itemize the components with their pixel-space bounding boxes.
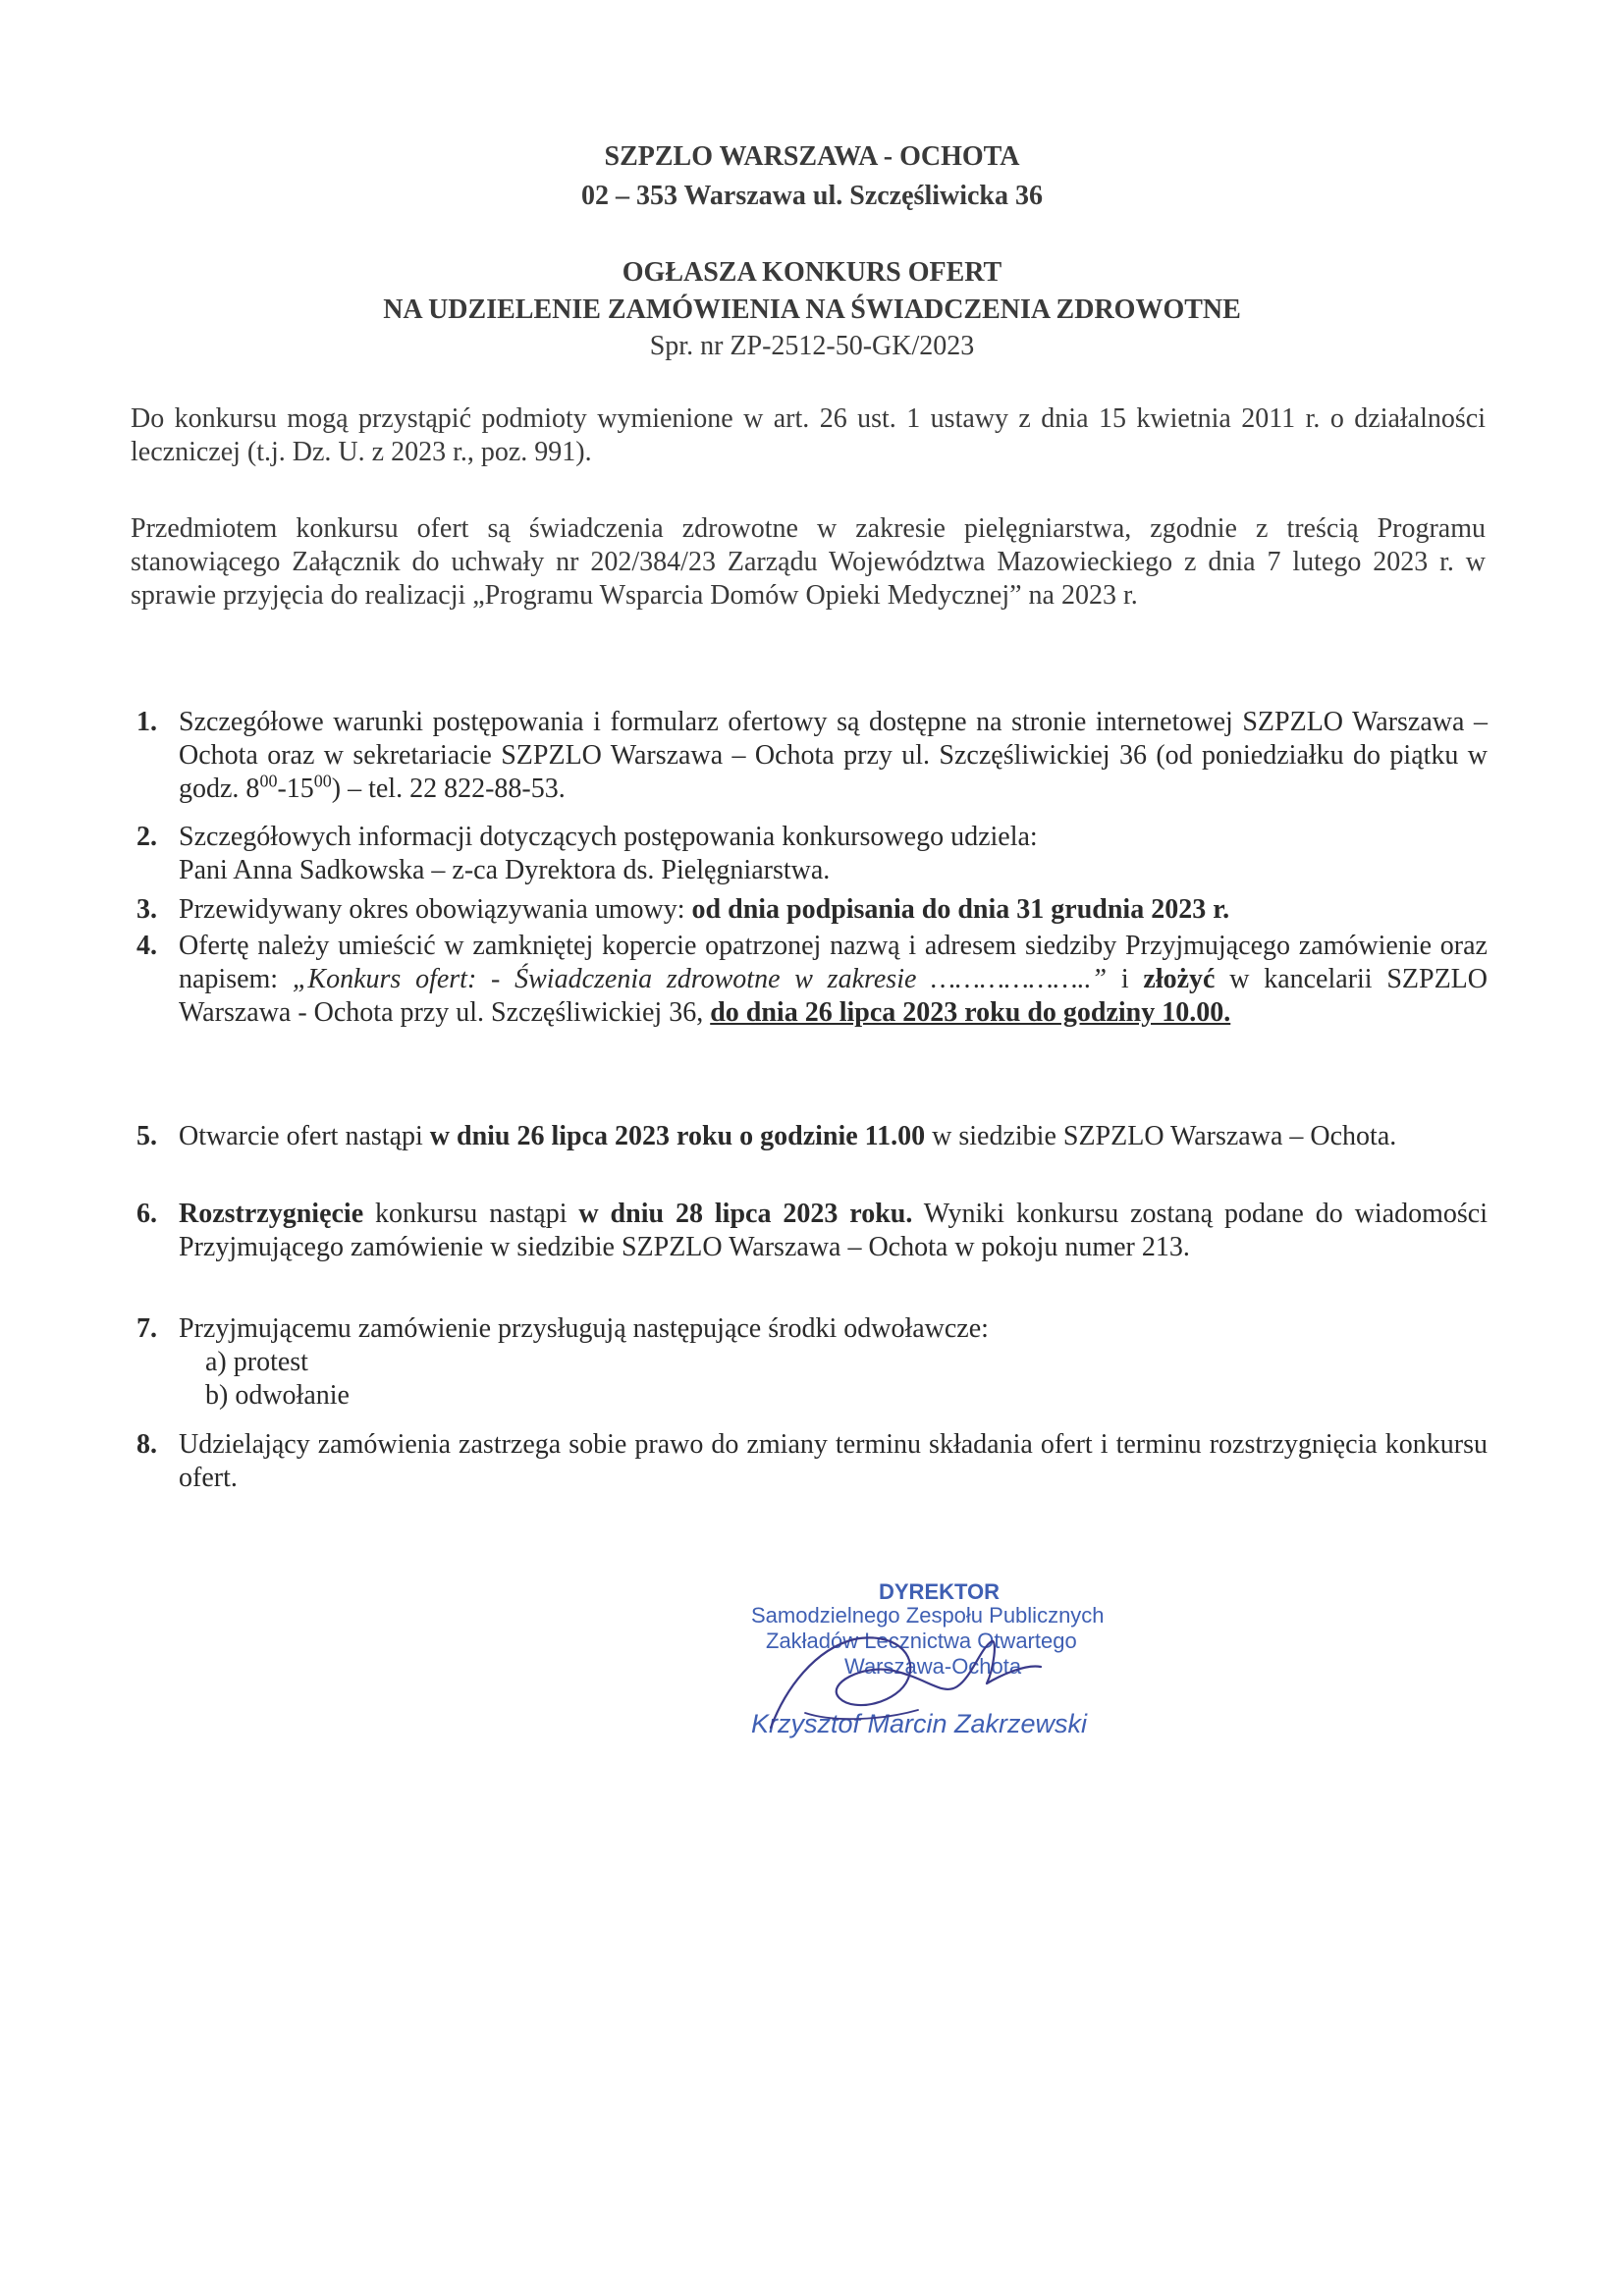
list-item-number: 2.: [136, 822, 157, 852]
list-item-number: 4.: [136, 931, 157, 961]
item-text: Przyjmującemu zamówienie przysługują następujące środki odwoławcze:: [179, 1313, 989, 1344]
org-name: SZPZLO WARSZAWA - OCHOTA: [604, 141, 1020, 172]
stamp-title: DYREKTOR: [879, 1579, 1001, 1604]
submit-word: złożyć: [1143, 964, 1216, 994]
list-item-3: [118, 893, 1488, 927]
title-line-1: OGŁASZA KONKURS OFERT: [622, 257, 1002, 288]
item-text: Ofertę należy umieścić w zamkniętej kopercie opatrzonej nazwą i adresem siedziby Przyjmującego zamówienie oraz napisem:: [179, 931, 1488, 994]
director-stamp: [746, 1580, 1159, 1767]
item-text: Udzielający zamówienia zastrzega sobie prawo do zmiany terminu składania ofert i terminu rozstrzygnięcia konkursu ofert.: [179, 1429, 1488, 1493]
item-text: -15: [277, 774, 314, 804]
item-text: Wyniki konkursu zostaną podane do wiadomości Przyjmującego zamówienie w siedzibie SZPZLO Warszawa – Ochota w pokoju numer 213.: [179, 1199, 1489, 1262]
resolution-date: w dniu 28 lipca 2023 roku.: [578, 1199, 913, 1229]
list-item-6: [118, 1198, 1488, 1264]
list-item-2: [118, 821, 1488, 887]
list-item-4: [118, 930, 1488, 1030]
intro-paragraph-1: Do konkursu mogą przystąpić podmioty wymienione w art. 26 ust. 1 ustawy z dnia 15 kwietnia 2011 r. o działalności leczniczej (t.j. Dz. U. z 2023 r., poz. 991).: [131, 403, 1486, 467]
item-text: Przewidywany okres obowiązywania umowy:: [179, 894, 692, 925]
stamp-line-1: Samodzielnego Zespołu Publicznych: [751, 1603, 1105, 1628]
stamp-line-2: Zakładów Lecznictwa Otwartego: [766, 1629, 1077, 1653]
hour-superscript: 00: [259, 771, 278, 791]
reference-number: Spr. nr ZP-2512-50-GK/2023: [649, 331, 975, 361]
remedy-a: a) protest: [205, 1347, 308, 1377]
item-text: i: [1107, 964, 1144, 994]
title-line-2: NA UDZIELENIE ZAMÓWIENIA NA ŚWIADCZENIA ZDROWOTNE: [383, 294, 1241, 325]
contract-period: od dnia podpisania do dnia 31 grudnia 2023 r.: [691, 894, 1230, 925]
item-text: w siedzibie SZPZLO Warszawa – Ochota.: [925, 1121, 1397, 1151]
list-item-number: 7.: [136, 1313, 157, 1344]
item-contact-person: Pani Anna Sadkowska – z-ca Dyrektora ds. Pielęgniarstwa.: [179, 855, 831, 885]
list-item-number: 5.: [136, 1121, 157, 1151]
list-item-8: [118, 1428, 1488, 1495]
item-text: ) – tel. 22 822-88-53.: [331, 774, 566, 804]
intro-paragraph-2: Przedmiotem konkursu ofert są świadczenia zdrowotne w zakresie pielęgniarstwa, zgodnie z treścią Programu stanowiącego Załącznik do uchwały nr 202/384/23 Zarządu Województwa Mazowieckiego z dnia 7 lutego 2023 r. w sprawie przyjęcia do realizacji „Programu Wsparcia Domów Opieki Medycznej” na 2023 r.: [131, 513, 1486, 611]
item-text: w kancelarii SZPZLO Warszawa - Ochota przy ul. Szczęśliwickiej 36,: [179, 964, 1489, 1028]
list-item-number: 8.: [136, 1429, 157, 1460]
item-text: Szczegółowe warunki postępowania i formularz ofertowy są dostępne na stronie internetowej SZPZLO Warszawa – Ochota oraz w sekretariacie SZPZLO Warszawa – Ochota przy ul. Szczęśliwickiej 36 (od poniedziałku do piątku w godz. 8: [179, 707, 1488, 804]
resolution-word: Rozstrzygnięcie: [179, 1199, 364, 1229]
stamp-director-name: Krzysztof Marcin Zakrzewski: [751, 1709, 1088, 1738]
list-item-number: 3.: [136, 894, 157, 925]
list-item-1: [118, 706, 1488, 806]
item-text: Szczegółowych informacji dotyczących postępowania konkursowego udziela:: [179, 822, 1038, 852]
handwritten-signature: [746, 1580, 1159, 1767]
item-text: Otwarcie ofert nastąpi: [179, 1121, 430, 1151]
list-item-7: [118, 1312, 1488, 1413]
stamp-line-3: Warszawa-Ochota: [844, 1654, 1022, 1679]
envelope-inscription: „Konkurs ofert: - Świadczenia zdrowotne w zakresie ………………..”: [292, 964, 1108, 994]
list-item-number: 1.: [136, 707, 157, 737]
remedy-b: b) odwołanie: [205, 1380, 350, 1411]
hour-superscript: 00: [313, 771, 332, 791]
org-address: 02 – 353 Warszawa ul. Szczęśliwicka 36: [580, 181, 1043, 211]
item-text: konkursu nastąpi: [363, 1199, 579, 1229]
opening-date: w dniu 26 lipca 2023 roku o godzinie 11.00: [429, 1121, 926, 1151]
list-item-5: [118, 1120, 1488, 1153]
list-item-number: 6.: [136, 1199, 157, 1229]
submission-deadline: do dnia 26 lipca 2023 roku do godziny 10.00.: [710, 997, 1231, 1028]
